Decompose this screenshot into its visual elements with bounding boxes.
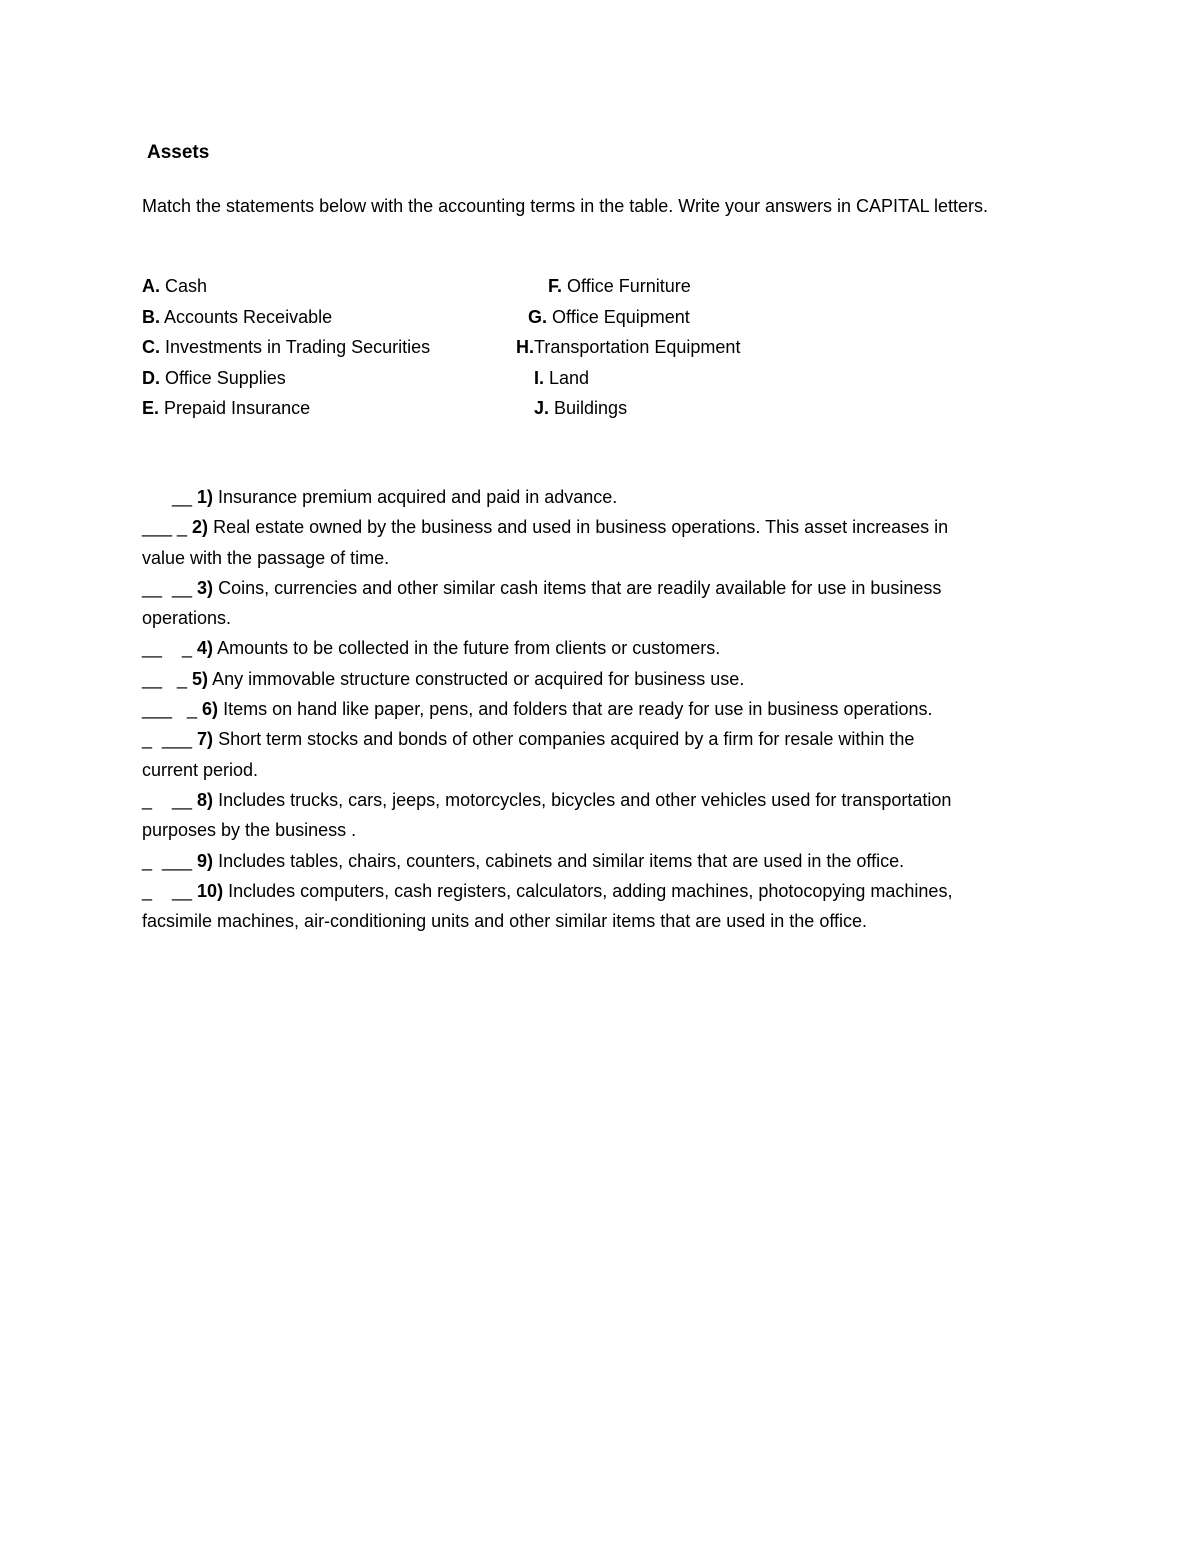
terms-table bbox=[142, 271, 842, 424]
question-number: 6) bbox=[202, 699, 219, 720]
question-2 bbox=[142, 512, 1042, 573]
answer-blank[interactable]: __ _ bbox=[142, 668, 193, 689]
term-a: A. Cash bbox=[142, 276, 208, 296]
term-c: C. Investments in Trading Securities bbox=[142, 337, 431, 357]
terms-row bbox=[142, 302, 842, 333]
terms-row bbox=[142, 393, 842, 424]
question-text-continued: operations. bbox=[142, 608, 232, 629]
question-text-continued: facsimile machines, air-conditioning units and other similar items that are used in the office. bbox=[142, 911, 868, 932]
answer-blank[interactable]: __ __ bbox=[142, 577, 198, 598]
terms-row bbox=[142, 363, 842, 394]
question-text: Coins, currencies and other similar cash items that are readily available for use in business bbox=[213, 577, 942, 598]
question-text: Real estate owned by the business and used in business operations. This asset increases in bbox=[208, 517, 949, 538]
question-number: 3) bbox=[197, 577, 214, 598]
answer-blank[interactable]: __ bbox=[142, 487, 198, 507]
question-text-continued: purposes by the business . bbox=[142, 820, 357, 841]
question-number: 8) bbox=[197, 789, 214, 810]
terms-row bbox=[142, 271, 842, 302]
questions-list bbox=[142, 482, 1042, 936]
term-i: I. Land bbox=[534, 367, 590, 388]
terms-row bbox=[142, 332, 842, 363]
question-text: Includes trucks, cars, jeeps, motorcycles, bicycles and other vehicles used for transportation bbox=[213, 789, 952, 810]
question-10 bbox=[142, 876, 1042, 937]
question-number: 5) bbox=[192, 668, 209, 689]
term-j: J. Buildings bbox=[534, 398, 628, 418]
question-7 bbox=[142, 724, 1042, 785]
question-text: Any immovable structure constructed or acquired for business use. bbox=[208, 668, 745, 689]
question-1 bbox=[142, 482, 1042, 512]
question-number: 7) bbox=[197, 729, 214, 750]
question-number: 10) bbox=[197, 880, 224, 901]
question-text: Includes computers, cash registers, calculators, adding machines, photocopying machines, bbox=[223, 880, 953, 901]
answer-blank[interactable]: ___ _ bbox=[142, 517, 193, 538]
question-text: Items on hand like paper, pens, and folders that are ready for use in business operations. bbox=[218, 699, 933, 720]
term-f: F. Office Furniture bbox=[548, 276, 691, 296]
question-number: 9) bbox=[197, 850, 214, 871]
question-3 bbox=[142, 573, 1042, 634]
question-number: 4) bbox=[197, 638, 214, 659]
answer-blank[interactable]: _ __ bbox=[142, 880, 198, 901]
page-title: Assets bbox=[147, 142, 210, 163]
question-5 bbox=[142, 664, 1042, 694]
question-6 bbox=[142, 694, 1042, 724]
question-text-continued: current period. bbox=[142, 759, 259, 780]
term-h: H.Transportation Equipment bbox=[516, 337, 741, 357]
answer-blank[interactable]: __ _ bbox=[142, 638, 198, 659]
question-text: Amounts to be collected in the future from clients or customers. bbox=[213, 638, 721, 659]
question-text: Insurance premium acquired and paid in advance. bbox=[213, 487, 618, 507]
term-b: B. Accounts Receivable bbox=[142, 306, 333, 327]
term-g: G. Office Equipment bbox=[528, 306, 690, 327]
question-number: 1) bbox=[197, 487, 214, 507]
answer-blank[interactable]: _ ___ bbox=[142, 850, 198, 871]
answer-blank[interactable]: _ ___ bbox=[142, 729, 198, 750]
question-text-continued: value with the passage of time. bbox=[142, 547, 390, 568]
instructions-text: Match the statements below with the accounting terms in the table. Write your answers in CAPITAL letters. bbox=[142, 196, 989, 216]
question-number: 2) bbox=[192, 517, 209, 538]
question-4 bbox=[142, 633, 1042, 663]
answer-blank[interactable]: _ __ bbox=[142, 789, 198, 810]
question-text: Short term stocks and bonds of other companies acquired by a firm for resale within the bbox=[213, 729, 915, 750]
term-e: E. Prepaid Insurance bbox=[142, 398, 311, 418]
answer-blank[interactable]: ___ _ bbox=[142, 699, 203, 720]
question-text: Includes tables, chairs, counters, cabinets and similar items that are used in the office. bbox=[213, 850, 905, 871]
question-9 bbox=[142, 846, 1042, 876]
term-d: D. Office Supplies bbox=[142, 367, 286, 388]
question-8 bbox=[142, 785, 1042, 846]
